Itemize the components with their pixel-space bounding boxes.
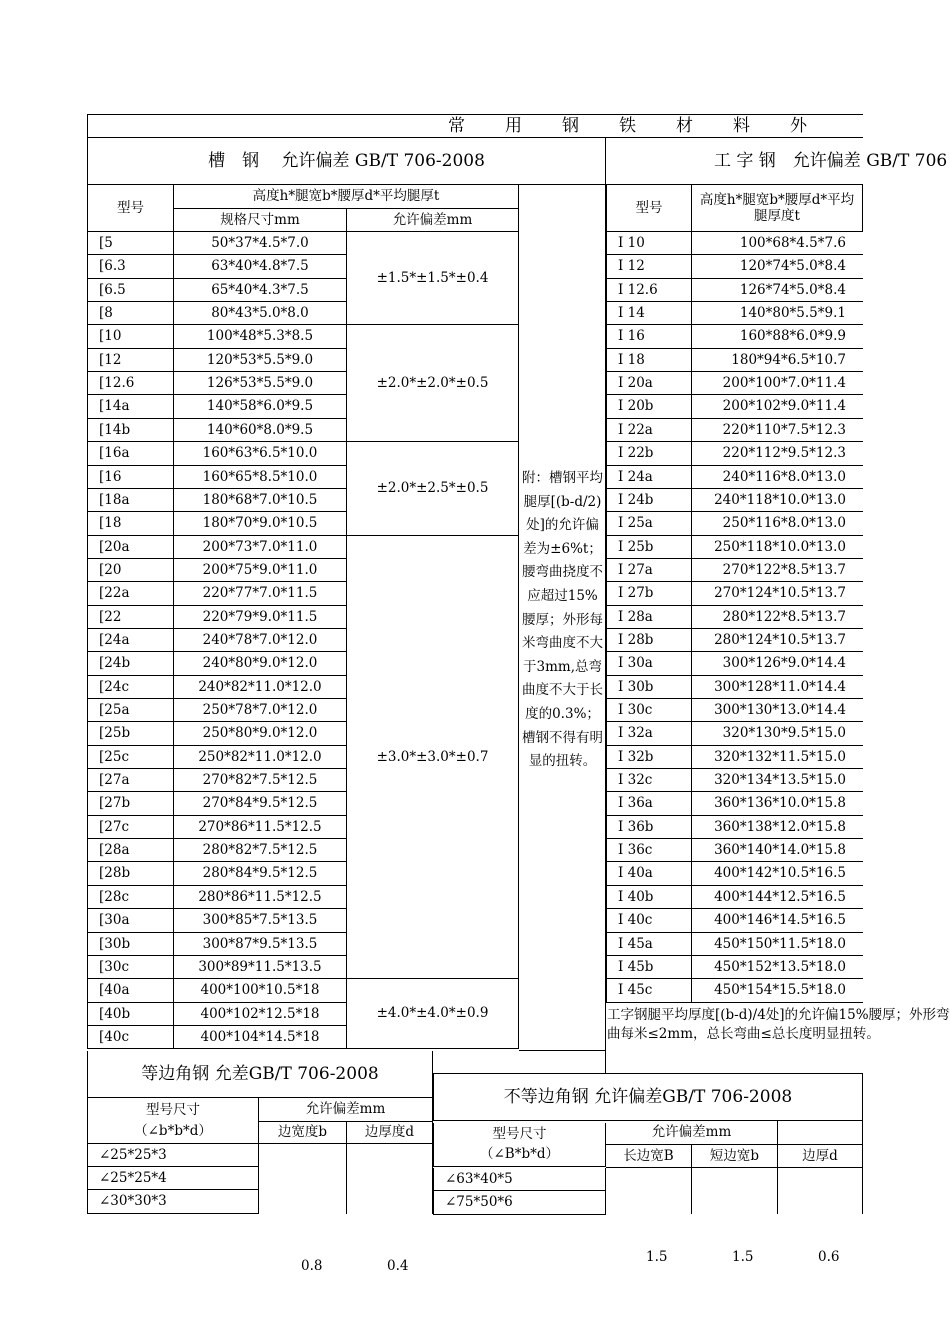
channel-row-spec: 180*70*9.0*10.5	[174, 512, 347, 536]
channel-row-model: [30a	[87, 909, 174, 933]
channel-row-model: [24c	[87, 676, 174, 699]
channel-row-spec: 126*53*5.5*9.0	[174, 372, 347, 395]
ibeam-row-spec: 450*154*15.5*18.0	[692, 979, 863, 1003]
ibeam-row-model: Ⅰ 12.6	[606, 279, 692, 302]
channel-row-spec: 250*82*11.0*12.0	[174, 746, 347, 769]
ibeam-row-spec: 450*150*11.5*18.0	[692, 933, 863, 956]
channel-row-spec: 240*78*7.0*12.0	[174, 629, 347, 652]
ibeam-col-dims: 高度h*腿宽b*腰厚d*平均腿厚度t	[692, 185, 863, 232]
unequal-angle-col-model-1: 型号尺寸	[433, 1123, 606, 1145]
ibeam-row-model: Ⅰ 30c	[606, 699, 692, 722]
unequal-angle-heading: 不等边角钢 允许偏差GB/T 706-2008	[433, 1073, 863, 1121]
channel-row-model: [5	[87, 232, 174, 255]
channel-row-spec: 280*86*11.5*12.5	[174, 886, 347, 909]
ibeam-row-spec: 100*68*4.5*7.6	[692, 232, 863, 255]
ibeam-row-model: Ⅰ 45c	[606, 979, 692, 1003]
channel-row-model: [24b	[87, 652, 174, 676]
channel-row-model: [30b	[87, 933, 174, 956]
ibeam-row-spec: 200*102*9.0*11.4	[692, 395, 863, 419]
channel-row-model: [20	[87, 559, 174, 582]
ibeam-row-model: Ⅰ 45b	[606, 956, 692, 979]
ibeam-row-spec: 360*140*14.0*15.8	[692, 839, 863, 862]
channel-row-spec: 300*85*7.5*13.5	[174, 909, 347, 933]
channel-row-model: [40c	[87, 1026, 174, 1049]
unequal-angle-thick-tol: 0.6	[818, 1249, 840, 1265]
channel-row-model: [16a	[87, 442, 174, 466]
channel-row-spec: 220*79*9.0*11.5	[174, 606, 347, 629]
channel-row-spec: 250*80*9.0*12.0	[174, 722, 347, 746]
ibeam-row-model: Ⅰ 30b	[606, 676, 692, 699]
equal-angle-col-thick: 边厚度d	[347, 1122, 433, 1144]
equal-angle-row: ∠25*25*4	[87, 1167, 259, 1190]
channel-tolerance-group: ±2.0*±2.5*±0.5	[347, 442, 519, 536]
ibeam-row-model: Ⅰ 36c	[606, 839, 692, 862]
channel-row-model: [24a	[87, 629, 174, 652]
channel-row-spec: 100*48*5.3*8.5	[174, 325, 347, 349]
channel-heading: 槽 钢 允许偏差 GB/T 706-2008	[87, 138, 606, 185]
unequal-angle-col-model-2: （∠B*b*d）	[433, 1143, 606, 1167]
ibeam-row-model: Ⅰ 14	[606, 302, 692, 325]
ibeam-row-model: Ⅰ 25b	[606, 536, 692, 559]
ibeam-row-spec: 160*88*6.0*9.9	[692, 325, 863, 349]
channel-row-spec: 220*77*7.0*11.5	[174, 582, 347, 606]
channel-row-model: [16	[87, 466, 174, 489]
ibeam-row-model: Ⅰ 22b	[606, 442, 692, 466]
unequal-angle-col-long: 长边宽B	[606, 1145, 692, 1168]
channel-row-model: [40b	[87, 1003, 174, 1026]
channel-row-spec: 200*75*9.0*11.0	[174, 559, 347, 582]
channel-row-spec: 180*68*7.0*10.5	[174, 489, 347, 512]
channel-tolerance-group: ±1.5*±1.5*±0.4	[347, 232, 519, 325]
channel-row-spec: 400*102*12.5*18	[174, 1003, 347, 1026]
ibeam-row-model: Ⅰ 20a	[606, 372, 692, 395]
channel-col-tol: 允许偏差mm	[347, 209, 519, 232]
channel-col-dims: 高度h*腿宽b*腰厚d*平均腿厚t	[174, 185, 519, 209]
channel-col-spec: 规格尺寸mm	[174, 209, 347, 232]
channel-row-model: [22a	[87, 582, 174, 606]
ibeam-row-spec: 300*130*13.0*14.4	[692, 699, 863, 722]
ibeam-row-model: Ⅰ 27a	[606, 559, 692, 582]
ibeam-row-model: Ⅰ 28b	[606, 629, 692, 652]
ibeam-row-spec: 320*134*13.5*15.0	[692, 769, 863, 792]
ibeam-row-spec: 450*152*13.5*18.0	[692, 956, 863, 979]
ibeam-row-spec: 200*100*7.0*11.4	[692, 372, 863, 395]
unequal-angle-long-cell	[606, 1168, 692, 1214]
ibeam-row-spec: 300*126*9.0*14.4	[692, 652, 863, 676]
channel-row-spec: 400*104*14.5*18	[174, 1026, 347, 1049]
ibeam-row-model: Ⅰ 40a	[606, 862, 692, 886]
sheet-title	[87, 114, 863, 138]
ibeam-row-model: Ⅰ 32b	[606, 746, 692, 769]
ibeam-row-spec: 220*110*7.5*12.3	[692, 419, 863, 442]
ibeam-row-spec: 320*130*9.5*15.0	[692, 722, 863, 746]
ibeam-row-spec: 280*124*10.5*13.7	[692, 629, 863, 652]
channel-row-spec: 300*87*9.5*13.5	[174, 933, 347, 956]
ibeam-row-spec: 360*136*10.0*15.8	[692, 792, 863, 816]
channel-row-model: [27b	[87, 792, 174, 816]
ibeam-row-spec: 240*118*10.0*13.0	[692, 489, 863, 512]
channel-row-spec: 400*100*10.5*18	[174, 979, 347, 1003]
unequal-angle-row: ∠75*50*6	[433, 1191, 606, 1215]
channel-col-model: 型号	[87, 185, 174, 232]
unequal-angle-short-tol: 1.5	[732, 1249, 754, 1265]
ibeam-row-model: Ⅰ 12	[606, 255, 692, 279]
ibeam-row-model: Ⅰ 24b	[606, 489, 692, 512]
ibeam-note: 工字钢腿平均厚度[(b-d)/4处]的允许偏15%腰厚；外形弯曲每米≤2mm，总长弯曲≤总长度明显扭转。	[607, 1007, 950, 1042]
channel-row-spec: 140*60*8.0*9.5	[174, 419, 347, 442]
ibeam-row-model: Ⅰ 36a	[606, 792, 692, 816]
equal-angle-col-tol: 允许偏差mm	[259, 1098, 433, 1122]
ibeam-row-spec: 400*144*12.5*16.5	[692, 886, 863, 909]
unequal-angle-spacer	[433, 1051, 606, 1074]
ibeam-row-spec: 270*124*10.5*13.7	[692, 582, 863, 606]
ibeam-row-spec: 140*80*5.5*9.1	[692, 302, 863, 325]
ibeam-row-spec: 280*122*8.5*13.7	[692, 606, 863, 629]
channel-row-model: [27a	[87, 769, 174, 792]
channel-note: 附：槽钢平均腿厚[(b-d/2)处]的允许偏差为±6%t；腰弯曲挠度不应超过15%腰厚；外形每米弯曲度不大于3mm,总弯曲度不大于长度的0.3%；槽钢不得有明显的扭转。	[522, 470, 603, 770]
channel-row-model: [8	[87, 302, 174, 325]
ibeam-row-spec: 300*128*11.0*14.4	[692, 676, 863, 699]
equal-angle-heading: 等边角钢 允差GB/T 706-2008	[87, 1051, 433, 1098]
unequal-angle-col-short: 短边宽b	[692, 1145, 778, 1168]
ibeam-row-spec: 320*132*11.5*15.0	[692, 746, 863, 769]
ibeam-row-spec: 126*74*5.0*8.4	[692, 279, 863, 302]
equal-angle-thick-tol: 0.4	[387, 1258, 409, 1274]
channel-row-model: [6.5	[87, 279, 174, 302]
channel-row-spec: 160*65*8.5*10.0	[174, 466, 347, 489]
channel-row-model: [14a	[87, 395, 174, 419]
equal-angle-row: ∠30*30*3	[87, 1190, 259, 1214]
channel-row-model: [10	[87, 325, 174, 349]
ibeam-row-spec: 220*112*9.5*12.3	[692, 442, 863, 466]
ibeam-row-model: Ⅰ 20b	[606, 395, 692, 419]
sheet-title-text: 常用钢铁材料外	[448, 115, 847, 136]
unequal-angle-row: ∠63*40*5	[433, 1168, 606, 1191]
ibeam-row-model: Ⅰ 45a	[606, 933, 692, 956]
ibeam-row-model: Ⅰ 18	[606, 349, 692, 372]
channel-tolerance-group: ±3.0*±3.0*±0.7	[347, 536, 519, 979]
equal-angle-col-model-2: （∠b*b*d）	[87, 1120, 259, 1144]
channel-tolerance-group: ±2.0*±2.0*±0.5	[347, 325, 519, 442]
channel-row-spec: 240*80*9.0*12.0	[174, 652, 347, 676]
channel-row-model: [30c	[87, 956, 174, 979]
channel-row-model: [14b	[87, 419, 174, 442]
channel-row-spec: 300*89*11.5*13.5	[174, 956, 347, 979]
channel-row-model: [28b	[87, 862, 174, 886]
unequal-angle-long-tol: 1.5	[646, 1249, 668, 1265]
channel-tolerance-group: ±4.0*±4.0*±0.9	[347, 979, 519, 1049]
ibeam-row-spec: 360*138*12.0*15.8	[692, 816, 863, 839]
channel-row-spec: 200*73*7.0*11.0	[174, 536, 347, 559]
ibeam-row-spec: 250*118*10.0*13.0	[692, 536, 863, 559]
channel-row-model: [28c	[87, 886, 174, 909]
ibeam-row-spec: 250*116*8.0*13.0	[692, 512, 863, 536]
ibeam-col-model: 型号	[606, 185, 692, 232]
ibeam-row-model: Ⅰ 16	[606, 325, 692, 349]
ibeam-row-model: Ⅰ 10	[606, 232, 692, 255]
channel-row-model: [25a	[87, 699, 174, 722]
ibeam-row-spec: 120*74*5.0*8.4	[692, 255, 863, 279]
channel-row-spec: 160*63*6.5*10.0	[174, 442, 347, 466]
channel-row-spec: 80*43*5.0*8.0	[174, 302, 347, 325]
unequal-angle-thick-cell	[778, 1168, 863, 1214]
channel-row-spec: 280*84*9.5*12.5	[174, 862, 347, 886]
ibeam-row-spec: 240*116*8.0*13.0	[692, 466, 863, 489]
ibeam-row-model: Ⅰ 40c	[606, 909, 692, 933]
ibeam-row-model: Ⅰ 25a	[606, 512, 692, 536]
channel-row-model: [40a	[87, 979, 174, 1003]
channel-row-model: [6.3	[87, 255, 174, 279]
ibeam-row-spec: 180*94*6.5*10.7	[692, 349, 863, 372]
channel-row-spec: 120*53*5.5*9.0	[174, 349, 347, 372]
channel-row-model: [20a	[87, 536, 174, 559]
channel-row-model: [28a	[87, 839, 174, 862]
channel-row-spec: 270*82*7.5*12.5	[174, 769, 347, 792]
ibeam-row-model: Ⅰ 22a	[606, 419, 692, 442]
channel-row-model: [25c	[87, 746, 174, 769]
equal-angle-row: ∠25*25*3	[87, 1144, 259, 1167]
ibeam-row-model: Ⅰ 30a	[606, 652, 692, 676]
unequal-angle-col-thick: 边厚d	[778, 1145, 863, 1168]
channel-row-model: [12	[87, 349, 174, 372]
equal-angle-col-model-1: 型号尺寸	[87, 1098, 259, 1122]
ibeam-row-model: Ⅰ 28a	[606, 606, 692, 629]
ibeam-row-model: Ⅰ 40b	[606, 886, 692, 909]
channel-row-spec: 50*37*4.5*7.0	[174, 232, 347, 255]
unequal-angle-short-cell	[692, 1168, 778, 1214]
equal-angle-thick-cell	[347, 1144, 433, 1214]
ibeam-heading: 工 字 钢 允许偏差 GB/T 706	[606, 138, 863, 185]
channel-row-spec: 270*86*11.5*12.5	[174, 816, 347, 839]
channel-row-model: [12.6	[87, 372, 174, 395]
channel-row-spec: 240*82*11.0*12.0	[174, 676, 347, 699]
channel-row-spec: 63*40*4.8*7.5	[174, 255, 347, 279]
channel-row-spec: 140*58*6.0*9.5	[174, 395, 347, 419]
ibeam-row-model: Ⅰ 24a	[606, 466, 692, 489]
equal-angle-width-cell	[259, 1144, 347, 1214]
ibeam-row-model: Ⅰ 32a	[606, 722, 692, 746]
channel-row-spec: 65*40*4.3*7.5	[174, 279, 347, 302]
channel-row-model: [25b	[87, 722, 174, 746]
equal-angle-col-width: 边宽度b	[259, 1122, 347, 1144]
unequal-angle-col-tol: 允许偏差mm	[606, 1121, 778, 1145]
ibeam-row-model: Ⅰ 32c	[606, 769, 692, 792]
unequal-angle-tol-blank	[778, 1121, 863, 1145]
ibeam-row-spec: 400*142*10.5*16.5	[692, 862, 863, 886]
ibeam-row-spec: 270*122*8.5*13.7	[692, 559, 863, 582]
ibeam-row-spec: 400*146*14.5*16.5	[692, 909, 863, 933]
ibeam-row-model: Ⅰ 36b	[606, 816, 692, 839]
channel-row-model: [18	[87, 512, 174, 536]
channel-row-spec: 250*78*7.0*12.0	[174, 699, 347, 722]
channel-row-spec: 280*82*7.5*12.5	[174, 839, 347, 862]
ibeam-row-model: Ⅰ 27b	[606, 582, 692, 606]
channel-row-spec: 270*84*9.5*12.5	[174, 792, 347, 816]
channel-row-model: [27c	[87, 816, 174, 839]
equal-angle-width-tol: 0.8	[301, 1258, 323, 1274]
channel-row-model: [22	[87, 606, 174, 629]
channel-row-model: [18a	[87, 489, 174, 512]
